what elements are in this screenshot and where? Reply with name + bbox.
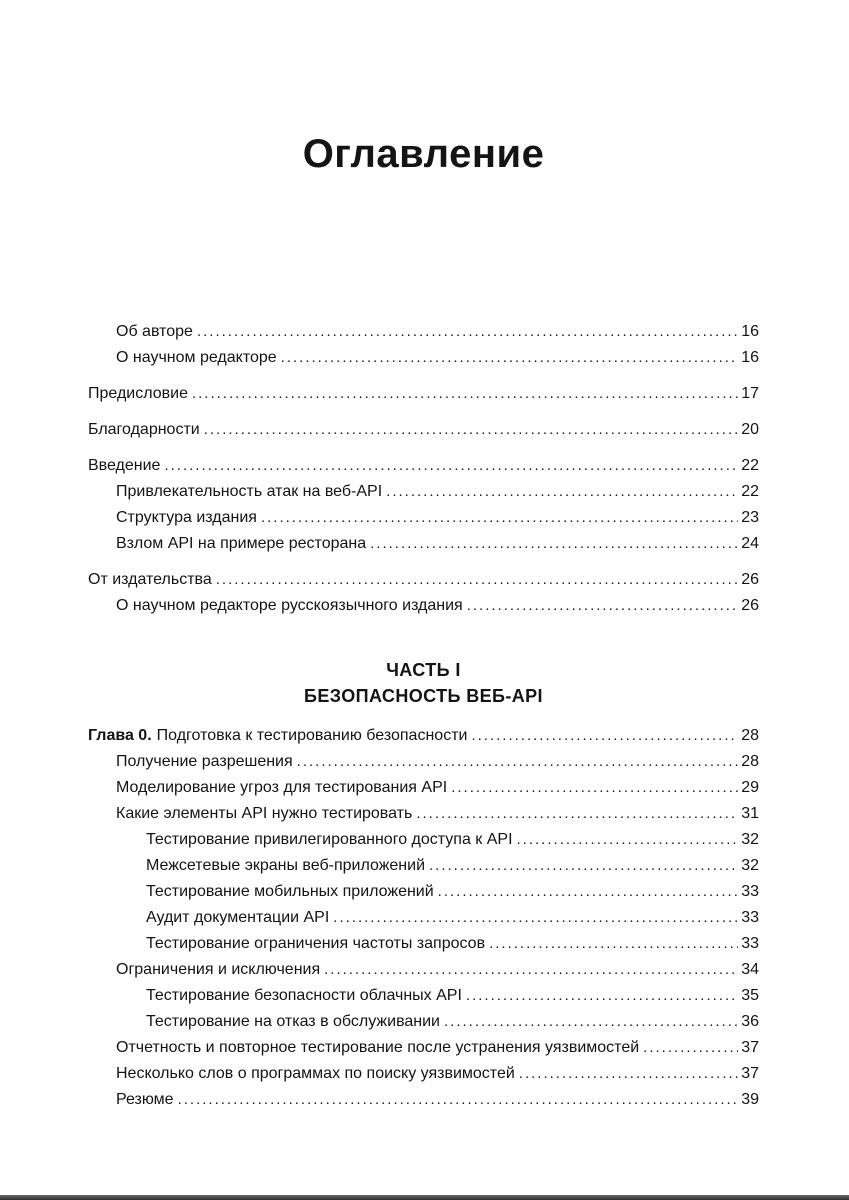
toc-entry[interactable]	[88, 879, 759, 905]
toc-entry-label: От издательства	[88, 571, 212, 588]
toc-entry[interactable]	[88, 1035, 759, 1061]
toc-entry-page: 33	[741, 935, 759, 952]
toc-entry[interactable]	[88, 479, 759, 505]
toc-entry[interactable]	[88, 723, 759, 749]
toc-entry[interactable]	[88, 319, 759, 345]
toc-entry-page: 37	[741, 1039, 759, 1056]
toc-entry-label: Благодарности	[88, 421, 200, 438]
toc-entry-page: 36	[741, 1013, 759, 1030]
toc-entry[interactable]	[88, 801, 759, 827]
toc-entry-label: Какие элементы API нужно тестировать	[116, 805, 413, 822]
toc-entry-label: Тестирование на отказ в обслуживании	[146, 1013, 440, 1030]
toc-entry-label: Об авторе	[116, 323, 193, 340]
dot-leader	[466, 983, 738, 1009]
toc-entry[interactable]	[88, 905, 759, 931]
page-title: Оглавление	[302, 132, 545, 176]
dot-leader	[519, 1061, 738, 1087]
toc-entry[interactable]	[88, 957, 759, 983]
toc-entry[interactable]	[88, 381, 759, 407]
dot-leader	[643, 1035, 738, 1061]
toc-entry-prefix: Глава 0.	[88, 727, 152, 744]
toc-entry[interactable]	[88, 453, 759, 479]
toc-entry[interactable]	[88, 931, 759, 957]
part-heading-line1: ЧАСТЬ I	[386, 660, 461, 680]
toc-entry-label: Тестирование безопасности облачных API	[146, 987, 462, 1004]
dot-leader	[204, 417, 738, 443]
toc-entry[interactable]	[88, 983, 759, 1009]
toc-entry[interactable]	[88, 1087, 759, 1113]
toc-entry-page: 28	[741, 753, 759, 770]
dot-leader	[281, 345, 739, 371]
toc-entry-page: 28	[741, 727, 759, 744]
toc-entry-label: Взлом API на примере ресторана	[116, 535, 367, 552]
toc-entry-page: 24	[741, 535, 759, 552]
toc-entry[interactable]	[88, 827, 759, 853]
toc-entry[interactable]	[88, 853, 759, 879]
toc-entry[interactable]	[88, 775, 759, 801]
dot-leader	[192, 381, 738, 407]
toc-entry-label: Введение	[88, 457, 161, 474]
toc-entry-page: 17	[741, 385, 759, 402]
part-heading	[88, 657, 759, 709]
toc-entry[interactable]	[88, 567, 759, 593]
toc-entry-label: Резюме	[116, 1091, 174, 1108]
toc-entry-label: Привлекательность атак на веб-API	[116, 483, 383, 500]
toc-entry-page: 16	[741, 323, 759, 340]
dot-leader	[429, 853, 738, 879]
dot-leader	[197, 319, 738, 345]
toc-entry-page: 33	[741, 883, 759, 900]
toc-entry-page: 20	[741, 421, 759, 438]
toc-entry-page: 32	[741, 857, 759, 874]
toc-entry-page: 34	[741, 961, 759, 978]
toc-entry-label: Аудит документации API	[146, 909, 330, 926]
toc-entry-label: Ограничения и исключения	[116, 961, 321, 978]
toc-entry-label: Несколько слов о программах по поиску уязвимостей	[116, 1065, 515, 1082]
toc-entry-label: Подготовка к тестированию безопасности	[156, 727, 468, 744]
dot-leader	[178, 1087, 739, 1113]
dot-leader	[324, 957, 738, 983]
dot-leader	[261, 505, 738, 531]
toc-entry-page: 32	[741, 831, 759, 848]
toc-entry[interactable]	[88, 1009, 759, 1035]
dot-leader	[517, 827, 739, 853]
toc-entry-label: Отчетность и повторное тестирование после устранения уязвимостей	[116, 1039, 640, 1056]
toc-entry-page: 39	[741, 1091, 759, 1108]
dot-leader	[438, 879, 739, 905]
toc-entry[interactable]	[88, 531, 759, 557]
toc-entry-label: Межсетевые экраны веб-приложений	[146, 857, 426, 874]
toc-entry-page: 26	[741, 571, 759, 588]
toc-entry-label: Получение разрешения	[116, 753, 293, 770]
toc-entry-page: 23	[741, 509, 759, 526]
toc-part-1	[88, 723, 759, 1113]
toc-entry-page: 37	[741, 1065, 759, 1082]
toc-entry[interactable]	[88, 505, 759, 531]
dot-leader	[467, 593, 738, 619]
toc-entry-page: 16	[741, 349, 759, 366]
dot-leader	[297, 749, 739, 775]
toc-entry-label: Тестирование ограничения частоты запросов	[146, 935, 486, 952]
toc-entry-label: Тестирование привилегированного доступа к API	[146, 831, 513, 848]
toc-entry[interactable]	[88, 1061, 759, 1087]
toc-entry[interactable]	[88, 593, 759, 619]
page-edge-shadow	[0, 1195, 849, 1200]
toc-entry-label: Моделирование угроз для тестирования API	[116, 779, 448, 796]
toc-entry-label: О научном редакторе русскоязычного издания	[116, 597, 463, 614]
dot-leader	[333, 905, 738, 931]
dot-leader	[370, 531, 738, 557]
toc-entry-page: 29	[741, 779, 759, 796]
toc-entry-page: 33	[741, 909, 759, 926]
dot-leader	[489, 931, 738, 957]
toc-entry-page: 22	[741, 457, 759, 474]
toc-entry-page: 26	[741, 597, 759, 614]
toc-entry-page: 31	[741, 805, 759, 822]
toc-entry[interactable]	[88, 417, 759, 443]
dot-leader	[386, 479, 738, 505]
dot-leader	[471, 723, 738, 749]
dot-leader	[451, 775, 738, 801]
toc-entry-label: Предисловие	[88, 385, 188, 402]
toc-entry[interactable]	[88, 749, 759, 775]
dot-leader	[164, 453, 738, 479]
toc-entry-page: 35	[741, 987, 759, 1004]
toc-entry-label: О научном редакторе	[116, 349, 277, 366]
toc-entry-label: Структура издания	[116, 509, 257, 526]
part-heading-line2: БЕЗОПАСНОСТЬ ВЕБ-API	[304, 686, 543, 706]
toc-entry-label: Тестирование мобильных приложений	[146, 883, 434, 900]
toc-front-matter	[88, 319, 759, 619]
toc-entry-page: 22	[741, 483, 759, 500]
dot-leader	[216, 567, 738, 593]
dot-leader	[444, 1009, 738, 1035]
dot-leader	[416, 801, 738, 827]
toc-entry[interactable]	[88, 345, 759, 371]
